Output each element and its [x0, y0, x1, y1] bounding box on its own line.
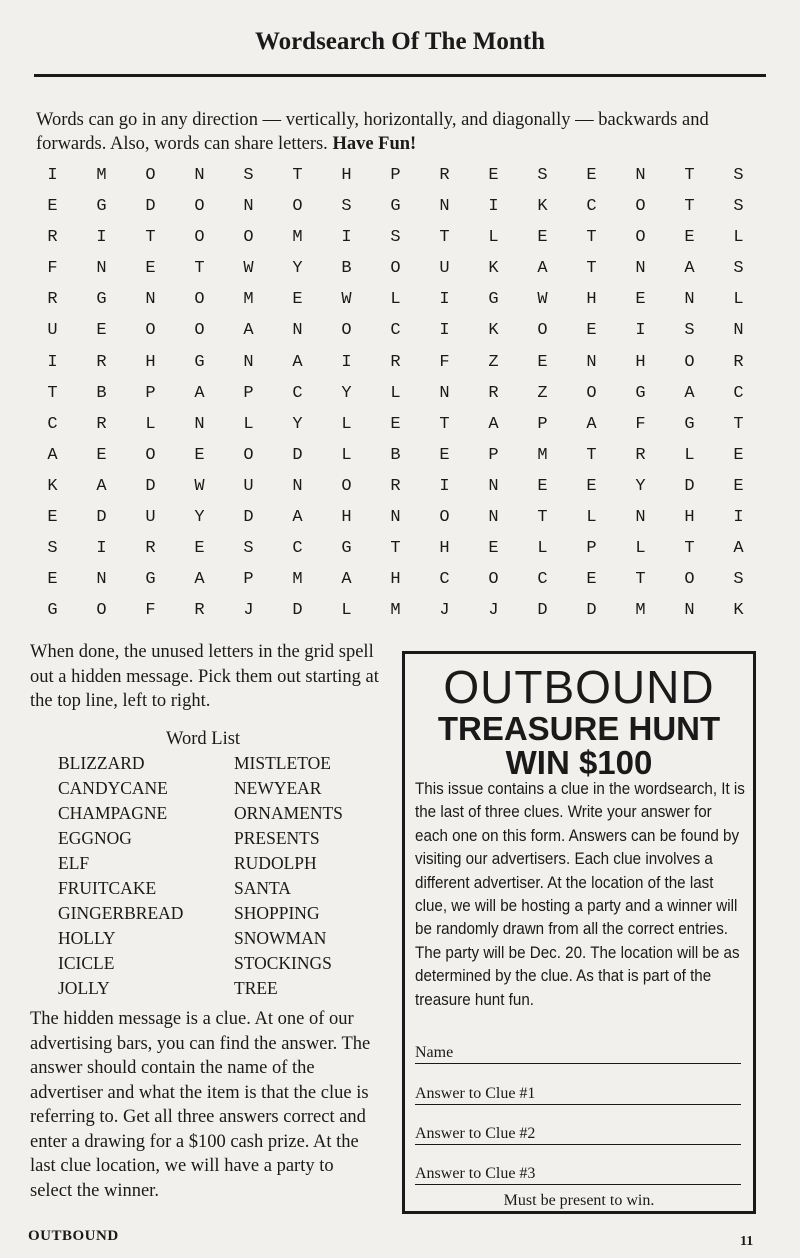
grid-letter: N — [488, 508, 499, 528]
grid-letter: A — [733, 539, 744, 559]
grid-letter: E — [488, 539, 499, 559]
grid-letter: H — [341, 508, 352, 528]
grid-letter: R — [96, 352, 107, 372]
grid-letter: H — [145, 352, 156, 372]
grid-letter: L — [145, 414, 156, 434]
grid-letter: B — [341, 259, 352, 279]
grid-letter: G — [194, 352, 205, 372]
grid-letter: N — [586, 352, 597, 372]
grid-letter: Z — [488, 352, 499, 372]
grid-letter: G — [145, 570, 156, 590]
grid-letter: N — [96, 570, 107, 590]
grid-letter: O — [341, 476, 352, 496]
grid-letter: H — [684, 508, 695, 528]
grid-letter: O — [537, 321, 548, 341]
grid-letter: T — [635, 570, 646, 590]
grid-letter: L — [488, 228, 499, 248]
grid-letter: K — [733, 601, 744, 621]
grid-letter: N — [635, 259, 646, 279]
grid-letter: O — [243, 228, 254, 248]
grid-letter: E — [586, 570, 597, 590]
grid-letter: Y — [292, 259, 303, 279]
grid-letter: T — [194, 259, 205, 279]
grid-letter: P — [390, 166, 401, 185]
grid-letter: F — [439, 352, 450, 372]
grid-letter: E — [194, 445, 205, 465]
grid-letter: A — [47, 445, 58, 465]
grid-letter: W — [341, 290, 352, 310]
grid-letter: P — [145, 383, 156, 403]
grid-letter: A — [243, 321, 254, 341]
grid-letter: C — [439, 570, 450, 590]
grid-letter: C — [733, 383, 744, 403]
word-list-item: GINGERBREAD — [58, 903, 184, 923]
grid-letter: D — [586, 601, 597, 621]
grid-letter: R — [390, 352, 401, 372]
word-list-item: RUDOLPH — [234, 853, 317, 873]
grid-letter: P — [537, 414, 548, 434]
grid-letter: I — [341, 228, 352, 248]
grid-letter: T — [439, 228, 450, 248]
grid-letter: T — [292, 166, 303, 185]
grid-letter: E — [47, 570, 58, 590]
grid-letter: T — [684, 197, 695, 217]
grid-letter: E — [733, 476, 744, 496]
grid-letter: E — [47, 197, 58, 217]
grid-letter: I — [439, 290, 450, 310]
grid-letter: D — [684, 476, 695, 496]
grid-letter: E — [96, 321, 107, 341]
grid-letter: Y — [194, 508, 205, 528]
grid-letter: E — [390, 414, 401, 434]
grid-letter: E — [194, 539, 205, 559]
grid-letter: I — [733, 508, 744, 528]
grid-letter: O — [145, 445, 156, 465]
grid-letter: S — [243, 166, 254, 185]
grid-letter: T — [145, 228, 156, 248]
grid-letter: Y — [292, 414, 303, 434]
grid-letter: D — [537, 601, 548, 621]
word-list-item: SHOPPING — [234, 903, 320, 923]
box-body-text: This issue contains a clue in the wordsearch, It is the last of three clues. Write your answer for each one on this form. Answers can be found by visiting our advertisers. Each clue involves a different advertiser. At the location of the last clue, we will be hosting a party and a winner will be randomly drawn from all the correct entries. The party will be Dec. 20. The location will be as determined by the clue. As that is part of the treasure hunt fun. — [415, 780, 745, 1009]
presence-note: Must be present to win. — [503, 1192, 655, 1209]
grid-letter: O — [194, 290, 205, 310]
grid-letter: E — [292, 290, 303, 310]
word-list-item: STOCKINGS — [234, 953, 332, 973]
grid-letter: L — [684, 445, 695, 465]
footer-publication: OUTBOUND — [28, 1228, 119, 1244]
grid-letter: E — [537, 352, 548, 372]
grid-letter: E — [537, 476, 548, 496]
grid-letter: T — [537, 508, 548, 528]
grid-letter: K — [47, 476, 58, 496]
grid-letter: K — [488, 321, 499, 341]
grid-letter: I — [47, 352, 58, 372]
grid-letter: H — [439, 539, 450, 559]
grid-letter: A — [292, 508, 303, 528]
grid-letter: S — [733, 570, 744, 590]
answer-clue-2-field[interactable]: Answer to Clue #2 — [415, 1124, 741, 1145]
grid-letter: T — [47, 383, 58, 403]
grid-letter: I — [96, 539, 107, 559]
grid-letter: E — [537, 228, 548, 248]
grid-letter: U — [47, 321, 58, 341]
grid-letter: N — [292, 476, 303, 496]
grid-letter: E — [488, 166, 499, 185]
clue-paragraph: The hidden message is a clue. At one of our advertising bars, you can find the answer. The answer should contain the name of the advertiser and what the item is that the clue is referring to. Get all three answers correct and enter a drawing for a $100 cash prize. At the last clue location, we will have a party to select the winner. — [30, 1009, 371, 1201]
grid-letter: N — [684, 601, 695, 621]
grid-letter: J — [439, 601, 450, 621]
word-list-title: Word List — [166, 729, 241, 749]
grid-letter: E — [586, 476, 597, 496]
grid-letter: O — [194, 321, 205, 341]
grid-letter: T — [586, 259, 597, 279]
grid-letter: H — [341, 166, 352, 185]
grid-letter: S — [733, 197, 744, 217]
grid-letter: I — [439, 476, 450, 496]
grid-letter: D — [292, 601, 303, 621]
grid-letter: N — [96, 259, 107, 279]
grid-letter: A — [488, 414, 499, 434]
word-list-item: CANDYCANE — [58, 778, 168, 798]
word-list-item: MISTLETOE — [234, 753, 331, 773]
grid-letter: G — [635, 383, 646, 403]
grid-letter: T — [390, 539, 401, 559]
grid-letter: N — [145, 290, 156, 310]
page-number: 11 — [740, 1234, 754, 1249]
word-list-item: ELF — [58, 853, 90, 873]
grid-letter: N — [390, 508, 401, 528]
grid-letter: O — [194, 197, 205, 217]
grid-letter: O — [488, 570, 499, 590]
intro-text: Words can go in any direction — vertically, horizontally, and diagonally — backwards and forwards. Also, words can share letters. — [36, 110, 709, 154]
box-headline-prize: WIN $100 — [505, 744, 653, 781]
name-field[interactable]: Name — [415, 1043, 741, 1064]
grid-letter: L — [635, 539, 646, 559]
grid-letter: H — [635, 352, 646, 372]
grid-letter: I — [341, 352, 352, 372]
grid-letter: M — [96, 166, 107, 185]
grid-letter: A — [194, 570, 205, 590]
word-list-item: BLIZZARD — [58, 753, 145, 773]
grid-letter: M — [537, 445, 548, 465]
grid-letter: S — [733, 259, 744, 279]
grid-letter: K — [537, 197, 548, 217]
grid-letter: K — [488, 259, 499, 279]
word-list-item: PRESENTS — [234, 828, 320, 848]
grid-letter: D — [292, 445, 303, 465]
grid-letter: C — [586, 197, 597, 217]
grid-letter: C — [292, 539, 303, 559]
hidden-message-instructions: When done, the unused letters in the grid spell out a hidden message. Pick them out starting at the top line, left to right. — [30, 642, 379, 711]
grid-letter: M — [390, 601, 401, 621]
grid-letter: S — [243, 539, 254, 559]
grid-letter: A — [341, 570, 352, 590]
grid-letter: A — [684, 259, 695, 279]
wordsearch-grid — [28, 160, 763, 626]
word-list-item: NEWYEAR — [234, 778, 322, 798]
intro-emphasis: Have Fun! — [332, 134, 417, 154]
grid-letter: N — [243, 197, 254, 217]
grid-letter: S — [684, 321, 695, 341]
grid-letter: W — [243, 259, 254, 279]
grid-letter: E — [684, 228, 695, 248]
grid-letter: L — [341, 445, 352, 465]
grid-letter: O — [390, 259, 401, 279]
grid-letter: M — [292, 228, 303, 248]
grid-letter: M — [635, 601, 646, 621]
grid-letter: T — [586, 228, 597, 248]
grid-letter: N — [635, 508, 646, 528]
grid-letter: P — [488, 445, 499, 465]
grid-letter: N — [439, 197, 450, 217]
grid-letter: G — [96, 197, 107, 217]
answer-clue-3-field[interactable]: Answer to Clue #3 — [415, 1164, 741, 1185]
grid-letter: G — [47, 601, 58, 621]
word-list-item: HOLLY — [58, 928, 116, 948]
grid-letter: F — [145, 601, 156, 621]
treasure-hunt-box — [402, 651, 756, 1214]
grid-letter: L — [733, 290, 744, 310]
grid-letter: O — [145, 321, 156, 341]
grid-letter: N — [243, 352, 254, 372]
word-list-item: FRUITCAKE — [58, 878, 157, 898]
grid-letter: J — [243, 601, 254, 621]
grid-letter: E — [586, 166, 597, 185]
grid-letter: J — [488, 601, 499, 621]
grid-letter: O — [586, 383, 597, 403]
grid-letter: R — [439, 166, 450, 185]
word-list-item: JOLLY — [58, 978, 110, 998]
title-divider — [34, 74, 766, 77]
word-list-item: SNOWMAN — [234, 928, 327, 948]
word-list-item: TREE — [234, 978, 278, 998]
grid-letter: G — [390, 197, 401, 217]
grid-letter: A — [684, 383, 695, 403]
grid-letter: A — [194, 383, 205, 403]
grid-letter: F — [635, 414, 646, 434]
grid-letter: N — [292, 321, 303, 341]
grid-letter: U — [145, 508, 156, 528]
grid-letter: A — [292, 352, 303, 372]
grid-letter: O — [292, 197, 303, 217]
grid-letter: G — [488, 290, 499, 310]
grid-letter: T — [733, 414, 744, 434]
grid-letter: L — [390, 290, 401, 310]
grid-letter: L — [341, 601, 352, 621]
grid-letter: W — [537, 290, 548, 310]
grid-letter: C — [292, 383, 303, 403]
word-list-item: CHAMPAGNE — [58, 803, 168, 823]
grid-letter: Y — [341, 383, 352, 403]
page-title: Wordsearch Of The Month — [254, 28, 546, 55]
grid-letter: G — [96, 290, 107, 310]
grid-letter: Z — [537, 383, 548, 403]
grid-letter: O — [635, 228, 646, 248]
grid-letter: D — [243, 508, 254, 528]
grid-letter: E — [733, 445, 744, 465]
grid-letter: R — [635, 445, 646, 465]
grid-letter: R — [733, 352, 744, 372]
grid-letter: L — [537, 539, 548, 559]
grid-letter: L — [586, 508, 597, 528]
grid-letter: E — [47, 508, 58, 528]
grid-letter: O — [684, 570, 695, 590]
grid-letter: O — [96, 601, 107, 621]
grid-letter: R — [390, 476, 401, 496]
grid-letter: F — [47, 259, 58, 279]
grid-letter: S — [537, 166, 548, 185]
grid-letter: P — [243, 383, 254, 403]
grid-letter: A — [537, 259, 548, 279]
grid-letter: Y — [635, 476, 646, 496]
intro-paragraph — [36, 108, 766, 156]
word-list-item: ICICLE — [58, 953, 115, 973]
grid-letter: D — [96, 508, 107, 528]
grid-letter: E — [635, 290, 646, 310]
grid-letter: N — [635, 166, 646, 185]
grid-letter: T — [684, 166, 695, 185]
grid-letter: R — [47, 228, 58, 248]
grid-letter: I — [47, 166, 58, 185]
grid-letter: N — [684, 290, 695, 310]
grid-letter: H — [586, 290, 597, 310]
grid-letter: S — [390, 228, 401, 248]
word-list-column-1 — [58, 751, 183, 1001]
grid-letter: U — [243, 476, 254, 496]
grid-letter: L — [390, 383, 401, 403]
grid-letter: S — [733, 166, 744, 185]
grid-letter: P — [243, 570, 254, 590]
grid-letter: N — [194, 414, 205, 434]
grid-letter: R — [96, 414, 107, 434]
grid-letter: O — [243, 445, 254, 465]
grid-letter: P — [586, 539, 597, 559]
grid-letter: E — [439, 445, 450, 465]
word-list-item: ORNAMENTS — [234, 803, 343, 823]
grid-letter: R — [47, 290, 58, 310]
grid-letter: L — [733, 228, 744, 248]
grid-letter: O — [194, 228, 205, 248]
grid-letter: A — [586, 414, 597, 434]
grid-letter: L — [243, 414, 254, 434]
grid-letter: W — [194, 476, 205, 496]
grid-letter: N — [439, 383, 450, 403]
grid-letter: T — [684, 539, 695, 559]
grid-letter: I — [439, 321, 450, 341]
grid-letter: D — [145, 476, 156, 496]
word-list-column-2 — [234, 751, 343, 1001]
grid-letter: N — [733, 321, 744, 341]
grid-letter: R — [194, 601, 205, 621]
grid-letter: C — [537, 570, 548, 590]
grid-letter: R — [488, 383, 499, 403]
grid-letter: B — [96, 383, 107, 403]
grid-letter: O — [341, 321, 352, 341]
box-brand: OUTBOUND — [443, 661, 715, 713]
grid-letter: O — [635, 197, 646, 217]
grid-letter: N — [194, 166, 205, 185]
word-list-item: SANTA — [234, 878, 291, 898]
grid-letter: R — [145, 539, 156, 559]
grid-letter: U — [439, 259, 450, 279]
grid-letter: I — [488, 197, 499, 217]
grid-letter: S — [47, 539, 58, 559]
grid-letter: M — [292, 570, 303, 590]
grid-letter: O — [439, 508, 450, 528]
answer-clue-1-field[interactable]: Answer to Clue #1 — [415, 1084, 741, 1105]
grid-letter: I — [635, 321, 646, 341]
grid-letter: E — [586, 321, 597, 341]
grid-letter: T — [439, 414, 450, 434]
word-list-item: EGGNOG — [58, 828, 132, 848]
grid-letter: C — [390, 321, 401, 341]
box-headline-treasure-hunt: TREASURE HUNT — [437, 710, 721, 747]
grid-letter: G — [684, 414, 695, 434]
grid-letter: S — [341, 197, 352, 217]
grid-letter: M — [243, 290, 254, 310]
grid-letter: T — [586, 445, 597, 465]
grid-letter: G — [341, 539, 352, 559]
grid-letter: B — [390, 445, 401, 465]
grid-letter: E — [96, 445, 107, 465]
grid-letter: E — [145, 259, 156, 279]
grid-letter: A — [96, 476, 107, 496]
grid-letter: O — [145, 166, 156, 185]
grid-letter: D — [145, 197, 156, 217]
grid-letter: O — [684, 352, 695, 372]
grid-letter: I — [96, 228, 107, 248]
grid-letter: N — [488, 476, 499, 496]
grid-letter: L — [341, 414, 352, 434]
grid-letter: H — [390, 570, 401, 590]
grid-letter: C — [47, 414, 58, 434]
